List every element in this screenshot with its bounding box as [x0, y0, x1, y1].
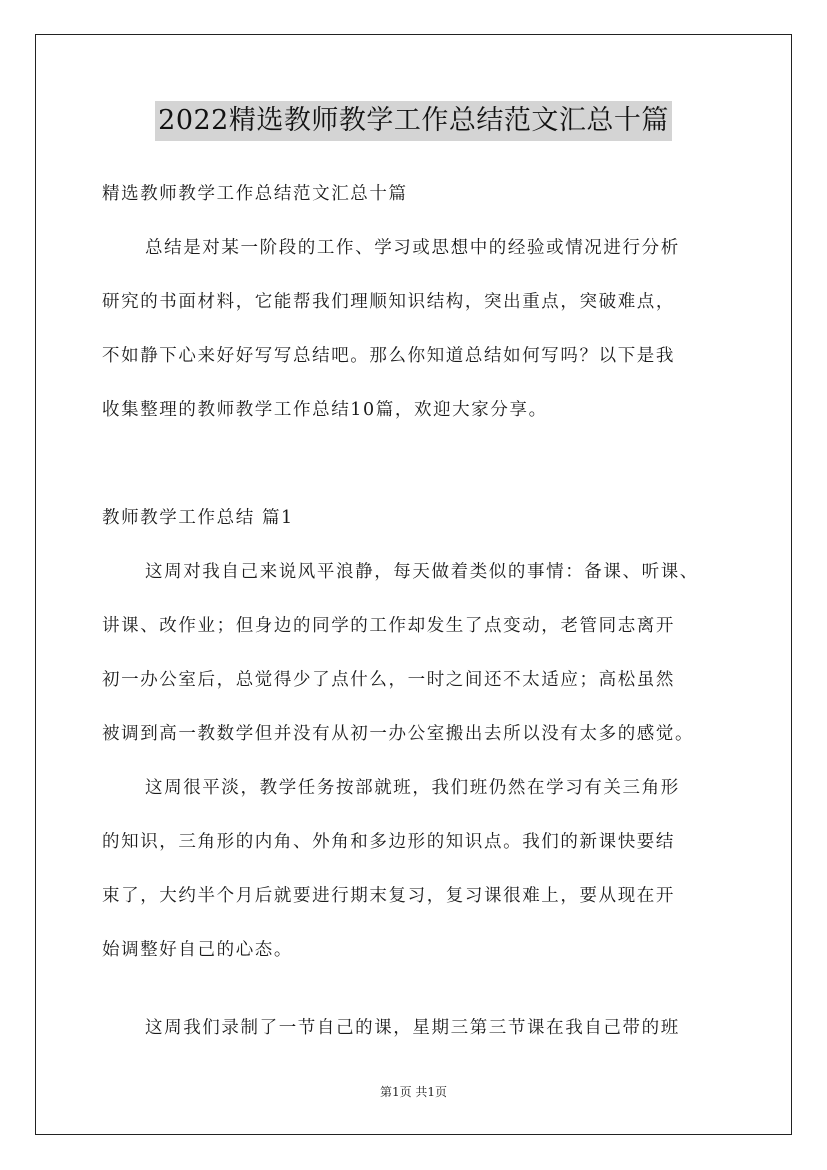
intro-line-3: 不如静下心来好好写写总结吧。那么你知道总结如何写吗？以下是我	[102, 346, 675, 366]
section-heading: 教师教学工作总结 篇1	[102, 508, 294, 528]
subtitle-line: 精选教师教学工作总结范文汇总十篇	[102, 184, 408, 204]
page-number-footer: 第1页 共1页	[379, 1085, 448, 1099]
title-container	[0, 101, 827, 141]
para2-line-3: 束了，大约半个月后就要进行期末复习，复习课很难上，要从现在开	[102, 886, 675, 906]
para2-line-4: 始调整好自己的心态。	[102, 940, 293, 960]
para2-line-1: 这周很平淡，教学任务按部就班，我们班仍然在学习有关三角形	[145, 778, 680, 798]
intro-line-2: 研究的书面材料，它能帮我们理顺知识结构，突出重点，突破难点，	[102, 292, 675, 312]
document-title: 2022精选教师教学工作总结范文汇总十篇	[155, 101, 672, 141]
para1-line-1: 这周对我自己来说风平浪静，每天做着类似的事情：备课、听课、	[145, 562, 699, 582]
para1-line-4: 被调到高一教数学但并没有从初一办公室搬出去所以没有太多的感觉。	[102, 724, 695, 744]
para1-line-3: 初一办公室后，总觉得少了点什么，一时之间还不太适应；高松虽然	[102, 670, 675, 690]
para2-line-2: 的知识，三角形的内角、外角和多边形的知识点。我们的新课快要结	[102, 832, 675, 852]
intro-line-4: 收集整理的教师教学工作总结10篇，欢迎大家分享。	[102, 400, 548, 420]
intro-line-1: 总结是对某一阶段的工作、学习或思想中的经验或情况进行分析	[145, 238, 680, 258]
para1-line-2: 讲课、改作业；但身边的同学的工作却发生了点变动，老管同志离开	[102, 616, 675, 636]
para3-line-1: 这周我们录制了一节自己的课，星期三第三节课在我自己带的班	[145, 1018, 680, 1038]
